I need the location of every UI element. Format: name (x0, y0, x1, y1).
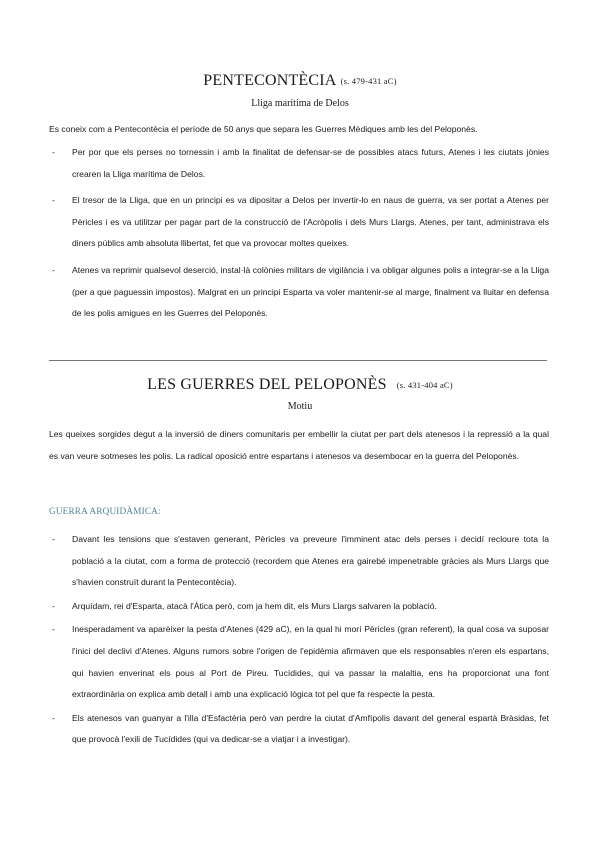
bullet-dash: - (52, 195, 55, 206)
section2-subtitle: Motiu (287, 401, 313, 412)
list-item (49, 142, 549, 185)
section-divider (49, 360, 547, 361)
section2-intro: Les queixes sorgides degut a la inversió de diners comunitaris per embellir la ciutat per part dels atenesos i la repressió a la qual es van veure sotmeses les polis. La radical oposició entre espartans i atenesos va desembocar en la guerra del Peloponès. (49, 429, 549, 461)
list-item-text: Els atenesos van guanyar a l'illa d'Esfactèria però van perdre la ciutat d'Amfípolis davant del general espartà Bràsidas, fet que provocà l'exili de Tucídides (qui va dedicar-se a viatjar i a investigar). (72, 712, 549, 745)
subsection-title: GUERRA ARQUIDÀMICA: (49, 506, 161, 516)
bullet-dash: - (52, 534, 55, 544)
section1-title (0, 72, 600, 90)
list-item (49, 596, 549, 618)
bullet-dash: - (52, 264, 55, 275)
list-item (49, 260, 549, 325)
section2-dates: (s. 431-404 aC) (396, 380, 453, 390)
list-item-text: Per por que els perses no tornessin i amb la finalitat de defensar-se de possibles atacs futurs, Atenes i les ciutats jònies crearen la Lliga marítima de Delos. (72, 147, 549, 179)
bullet-dash: - (52, 600, 55, 611)
section2-title (0, 376, 600, 394)
section1-intro: Es coneix com a Pentecontècia el període de 50 anys que separa les Guerres Mèdiques amb les del Peloponès. (49, 124, 478, 134)
section1-subtitle: Lliga marítima de Delos (251, 98, 349, 109)
list-item (49, 190, 549, 255)
section2-title-text: LES GUERRES DEL PELOPONÈS (147, 376, 387, 393)
section1-dates: (s. 479-431 aC) (340, 76, 397, 86)
list-item (49, 708, 549, 751)
list-item-text: Inesperadament va aparèixer la pesta d'Atenes (429 aC), en la qual hi morí Pèricles (gran referent), la qual cosa va suposar l'inici del declivi d'Atenes. Alguns rumors sobre l'origen de l'epidèmia afirmaven que els responsables n'eren els espartans, qui havien enverinat els pous al Port de Pireu. Tucídides, qui va passar la malaltia, ens ha proporcionat una font extraordinària on explica amb detall i amb una explicació lògica tot pel que fa respecte la pesta. (72, 624, 549, 700)
section2-bullet-list (49, 529, 549, 751)
list-item-text: Arquídam, rei d'Esparta, atacà l'Àtica però, com ja hem dit, els Murs Llargs salvaren la població. (72, 600, 437, 611)
list-item (49, 529, 549, 594)
bullet-dash: - (52, 712, 55, 723)
section1-bullet-list (49, 142, 549, 325)
list-item-text: Davant les tensions que s'estaven generant, Pèricles va preveure l'imminent atac dels perses i decidí recloure tota la població a la ciutat, com a forma de protecció (recordem que Atenes era gairebé impenetrable gràcies als Murs Llargs que s'havien construït durant la Pentecontècia). (72, 534, 549, 588)
bullet-dash: - (52, 624, 55, 635)
list-item-text: Atenes va reprimir qualsevol deserció, instal·là colònies militars de vigilància i va obligar algunes polis a integrar-se a la Lliga (per a que paguessin impostos). Malgrat en un principi Esparta va voler mantenir-se al marge, finalment va lluitar en defensa de les polis amigues en les Guerres del Peloponès. (72, 264, 549, 319)
list-item (49, 619, 549, 705)
list-item-text: El tresor de la Lliga, que en un principi es va dipositar a Delos per invertir-lo en naus de guerra, va ser portat a Atenes per Pèricles i es va utilitzar per pagar part de la construcció de l'Acròpolis i dels Murs Llargs. Atenes, per tant, administrava els diners públics amb absoluta llibertat, fet que va provocar moltes queixes. (72, 195, 549, 249)
section1-title-text: PENTECONTÈCIA (203, 72, 337, 89)
bullet-dash: - (52, 147, 55, 157)
